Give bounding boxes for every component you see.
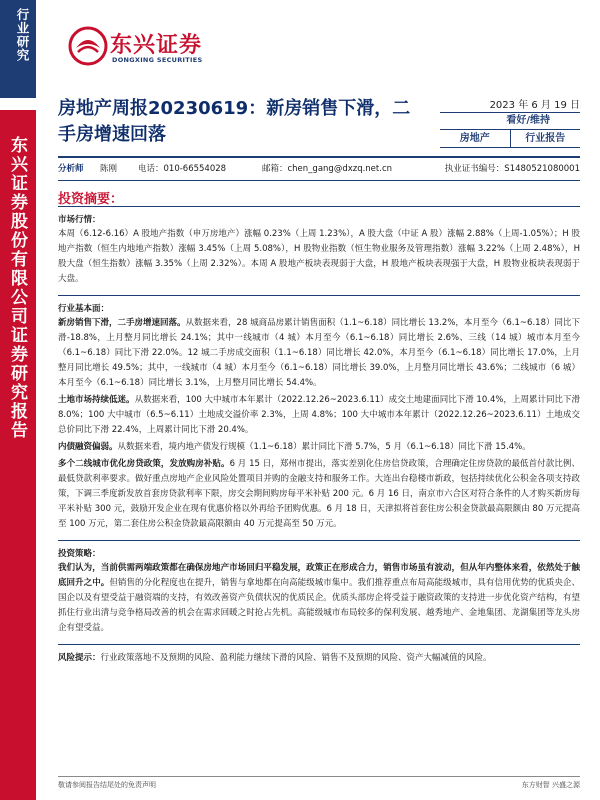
company-label-block [0,110,36,800]
finance-lead: 内债融资偏弱。 [58,442,118,452]
finance-paragraph [58,440,580,455]
policy-lead: 多个二线城市优化房贷政策，发放购房补贴。 [58,459,230,469]
section-divider [58,540,580,541]
report-title: 房地产周报20230619：新房销售下滑，二手房增速回落 [58,98,411,145]
section-label: 行业研究 [15,8,30,62]
investment-heading: 投资摘要： [58,192,124,207]
rating: 看好/维持 [440,113,580,130]
sales-lead: 新房销售下滑，二手房增速回落。 [58,318,186,328]
analyst-label: 分析师 [58,164,84,174]
section-divider [58,644,580,645]
company-logo [68,26,228,72]
sales-paragraph [58,316,580,391]
industry-tag: 房地产 [440,130,511,148]
footer-slogan: 东方财智 兴盛之源 [521,781,580,789]
risk-text: 行业政策落地不及预期的风险、盈利能力继续下滑的风险、销售不及预期的风险、资产大幅减值的风险。 [100,653,492,663]
analyst-name: 陈刚 [100,164,118,174]
company-label: 东兴证券股份有限公司证券研究报告 [7,136,27,440]
type-tag: 行业报告 [511,130,581,148]
market-paragraph: 本周（6.12-6.16）A 股地产指数（申万房地产）涨幅 0.23%（上周 1.23%），A 股大盘（中证 A 股）涨幅 2.88%（上周-1.05%）；H 股地产指数（恒生内地地产指数）涨幅 3.45%（上周 5.08%），H 股物业指数（恒生物业服务及管理指数）涨幅 3.22%（上周 2.48%），H 股大盘（恒生指数）涨幅 3.35%（上周 2.32%）。本周 A 股地产板块表现弱于大盘，H 股地产板块表现强于大盘，H 股物业板块表现弱于大盘。 [58,229,580,284]
strategy-heading: 投资策略： [58,549,101,559]
strategy-lead: 我们认为，当前供需两端政策都在确保房地产市场回归平稳发展，政策正在形成合力，销售市场虽有波动，但从年内整体来看，依然处于触底回升之中。 [58,563,580,588]
policy-paragraph [58,457,580,532]
risk-heading: 风险提示： [58,653,101,663]
analyst-email: 邮箱：chen_gang@dxzq.net.cn [262,164,393,174]
land-paragraph [58,393,580,438]
page-footer [58,776,580,790]
analyst-bar [58,156,580,181]
strategy-text: 但销售的分化程度也在提升，销售与拿地都在向高能级城市集中。我们推荐重点布局高能级城市，具有信用优势的优质央企、国企以及有望受益于融资端的支持，有效改善资产负债状况的优质民企。优质头部房企将受益于融资政策的支持进一步优化资产结构，有望抓住行业出清与竞争格局改善的机会在需求回暖之时抢占先机。高能级城市布局较多的保利发展、越秀地产、金地集团、龙湖集团等龙头房企有望受益。 [58,578,580,633]
logo-mark-icon [68,26,108,66]
sidebar [0,0,36,800]
section-divider [58,295,580,296]
section-label-block [0,0,36,98]
land-text: 从数据来看，100 大中城市本年累计（2022.12.26~2023.6.11）成交土地建面同比下滑 10.4%，上周累计同比下滑 8.0%；100 大中城市（6.5~6.11）土地成交溢价率 2.3%，上周 4.8%；100 大中城市本年累计（2022.12.26~2023.6.11）土地成交总价同比下滑 22.4%，上周累计同比下滑 20.4%。 [58,395,580,435]
report-body [58,206,580,666]
logo-text-en: DONGXING SECURITIES [112,56,203,64]
report-tags [440,130,580,148]
finance-text: 从数据来看，境内地产债发行规模（1.1~6.18）累计同比下滑 5.7%，5 月（6.1~6.18）同比下滑 15.4%。 [117,442,531,452]
report-date: 2023 年 6 月 19 日 [440,96,580,113]
footer-disclaimer: 敬请参阅报告结尾处的免责声明 [58,781,156,789]
analyst-phone: 电话：010-66554028 [138,164,227,174]
sales-text: 从数据来看，28 城商品房累计销售面积（1.1~6.18）同比增长 13.2%，本月至今（6.1~6.18）同比下滑-18.8%，上月整月同比增长 24.1%；其中一线城市（4 城）本月至今（6.1~6.18）同比增长 2.6%、三线（14 城）城市本月至今（6.1~6.18）同比下滑 22.0%。12 城二手房成交面积（1.1~6.18）同比增长 42.0%，本月至今（6.1~6.18）同比增长 17.0%，上月整月同比增长 49.5%；其中，一线城市（4 城）本月至今（6.1~6.18）同比增长 39.0%，上月整月同比增长 43.6%；二线城市（6 城）本月至今（6.1~6.18）同比增长 3.1%，上月整月同比增长 54.4%。 [58,318,580,388]
report-meta [440,96,580,148]
analyst-cert: 执业证书编号：S1480521080001 [444,164,580,174]
logo-text-cn: 东兴证券 [110,33,203,58]
land-lead: 土地市场持续低迷。 [58,395,135,405]
risk-paragraph [58,651,580,666]
strategy-paragraph [58,561,580,636]
fundamentals-heading: 行业基本面： [58,304,110,314]
policy-text: 6 月 15 日，郑州市提出，落实差别化住房信贷政策，合理确定住房贷款的最低首付款比例、最低贷款利率要求。做好重点房地产企业风险处置项目并购的金融支持和服务工作。大连出台稳楼市新政，包括持续优化公积金各项支持政策，下调三季度新发放首套房贷款利率下限，房交会期间购房每平米补贴 200 元。6 月 16 日，南京市六合区对符合条件的人才购买新房每平米补贴 300 元，鼓励开发企业在现有优惠价格以外再给予团购优惠。6 月 18 日，天津拟将首套住房公积金贷款最高限额由 80 万元提高至 100 万元，第二套住房公积金贷款最高限额由 40 万元提高至 50 万元。 [58,459,580,529]
market-heading: 市场行情： [58,215,101,225]
